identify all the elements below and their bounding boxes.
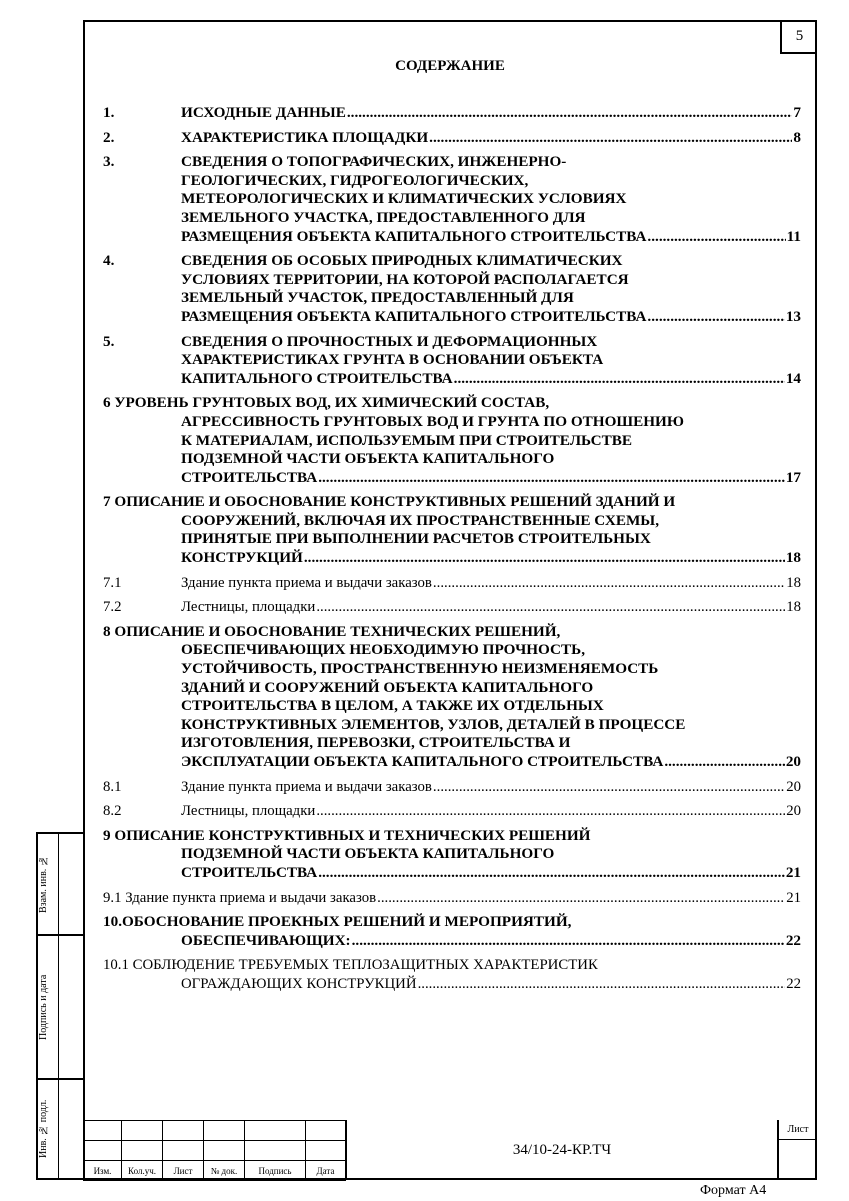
toc-entry-page: 7 <box>793 104 801 121</box>
toc-entry[interactable] <box>103 778 801 797</box>
toc-entry-line: МЕТЕОРОЛОГИЧЕСКИХ И КЛИМАТИЧЕСКИХ УСЛОВИЯХ <box>181 190 627 208</box>
toc-leader-dots <box>377 889 785 908</box>
toc-entry-line: ГЕОЛОГИЧЕСКИХ, ГИДРОГЕОЛОГИЧЕСКИХ, <box>181 171 529 189</box>
toc-entry-page: 18 <box>786 599 801 616</box>
toc-entry-number: 4. <box>103 252 115 270</box>
toc-leader-dots <box>352 932 785 951</box>
toc-entry-line: ЗДАНИЙ И СООРУЖЕНИЙ ОБЪЕКТА КАПИТАЛЬНОГО <box>181 678 594 696</box>
toc-entry[interactable] <box>103 104 801 123</box>
toc-entry-number: 2. <box>103 128 115 146</box>
toc-entry-line: КОНСТРУКЦИЙ <box>181 549 303 567</box>
toc-entry-line: СООРУЖЕНИЙ, ВКЛЮЧАЯ ИХ ПРОСТРАНСТВЕННЫЕ СХЕМЫ, <box>181 511 660 529</box>
toc-entry-line: УСЛОВИЯХ ТЕРРИТОРИИ, НА КОТОРОЙ РАСПОЛАГАЕТСЯ <box>181 270 629 288</box>
toc-entry[interactable] <box>103 493 801 567</box>
toc-entry-line: УСТОЙЧИВОСТЬ, ПРОСТРАНСТВЕННУЮ НЕИЗМЕНЯЕМОСТЬ <box>181 660 659 678</box>
toc-entry[interactable] <box>103 574 801 593</box>
toc-entry-number: 7.1 <box>103 574 122 591</box>
toc-entry-line: ПРИНЯТЫЕ ПРИ ВЫПОЛНЕНИИ РАСЧЕТОВ СТРОИТЕЛЬНЫХ <box>181 530 651 548</box>
toc-entry-line: 8 ОПИСАНИЕ И ОБОСНОВАНИЕ ТЕХНИЧЕСКИХ РЕШЕНИЙ, <box>103 622 561 640</box>
toc-entry-line: СВЕДЕНИЯ О ПРОЧНОСТНЫХ И ДЕФОРМАЦИОННЫХ <box>181 332 598 350</box>
toc-entry-page: 17 <box>785 468 801 486</box>
toc-entry-page: 22 <box>785 931 801 949</box>
toc-entry-line: Здание пункта приема и выдачи заказов <box>181 574 432 591</box>
toc-entry[interactable] <box>103 956 801 993</box>
header-list: Лист <box>163 1161 204 1181</box>
toc-leader-dots <box>454 370 785 389</box>
toc-entry[interactable] <box>103 598 801 617</box>
toc-entry[interactable] <box>103 802 801 821</box>
toc-entry-line: АГРЕССИВНОСТЬ ГРУНТОВЫХ ВОД И ГРУНТА ПО ОТНОШЕНИЮ <box>181 412 684 430</box>
toc-entry[interactable] <box>103 129 801 148</box>
format-label: Формат А4 <box>700 1183 767 1198</box>
toc-leader-dots <box>318 469 785 488</box>
header-n-dok: № док. <box>204 1161 245 1181</box>
toc-entry-page: 20 <box>786 778 801 795</box>
toc-entry[interactable] <box>103 394 801 487</box>
sidebar-label-inv: Инв. № подл. <box>38 1099 49 1159</box>
sheet-cell <box>777 1120 817 1180</box>
toc-entry-page: 8 <box>793 128 801 146</box>
toc-entry[interactable] <box>103 889 801 908</box>
toc-entry[interactable] <box>103 333 801 389</box>
toc-entry-page: 20 <box>786 803 801 820</box>
document-code: 34/10-24-КР.ТЧ <box>345 1120 777 1180</box>
approval-sidebar <box>36 832 83 1180</box>
toc-leader-dots <box>433 574 785 593</box>
toc-entry[interactable] <box>103 153 801 246</box>
header-data: Дата <box>306 1161 346 1181</box>
toc-entry-line: ЗЕМЕЛЬНОГО УЧАСТКА, ПРЕДОСТАВЛЕННОГО ДЛЯ <box>181 208 586 226</box>
toc-leader-dots <box>664 753 785 772</box>
sheet-label: Лист <box>779 1120 817 1140</box>
sidebar-label-podpis: Подпись и дата <box>38 974 49 1040</box>
page-number: 5 <box>780 20 817 54</box>
toc-entry-line: СТРОИТЕЛЬСТВА <box>181 863 318 881</box>
toc-entry-page: 18 <box>786 574 801 591</box>
toc-entry[interactable] <box>103 252 801 326</box>
toc-entry-line: 10.ОБОСНОВАНИЕ ПРОЕКНЫХ РЕШЕНИЙ И МЕРОПРИЯТИЙ, <box>103 913 572 931</box>
toc-entry-line: ОБЕСПЕЧИВАЮЩИХ: <box>181 931 351 949</box>
sidebar-label-vzam: Взам. инв. № <box>38 855 49 913</box>
toc-entry-line: 6 УРОВЕНЬ ГРУНТОВЫХ ВОД, ИХ ХИМИЧЕСКИЙ СОСТАВ, <box>103 394 550 412</box>
toc-entry-line: ОГРАЖДАЮЩИХ КОНСТРУКЦИЙ <box>181 975 417 992</box>
toc-entry-line: ПОДЗЕМНОЙ ЧАСТИ ОБЪЕКТА КАПИТАЛЬНОГО <box>181 845 555 863</box>
toc-entry-line: 9.1 Здание пункта приема и выдачи заказов <box>103 889 377 906</box>
toc-entry-line: К МАТЕРИАЛАМ, ИСПОЛЬЗУЕМЫМ ПРИ СТРОИТЕЛЬСТВЕ <box>181 431 633 449</box>
toc-leader-dots <box>316 802 785 821</box>
toc-entry-line: Здание пункта приема и выдачи заказов <box>181 778 432 795</box>
toc-entry-line: ОБЕСПЕЧИВАЮЩИХ НЕОБХОДИМУЮ ПРОЧНОСТЬ, <box>181 641 585 659</box>
table-of-contents <box>103 104 801 1000</box>
toc-entry-line: ЭКСПЛУАТАЦИИ ОБЪЕКТА КАПИТАЛЬНОГО СТРОИТЕЛЬСТВА <box>181 753 664 770</box>
toc-entry-line: 10.1 СОБЛЮДЕНИЕ ТРЕБУЕМЫХ ТЕПЛОЗАЩИТНЫХ ХАРАКТЕРИСТИК <box>103 957 598 974</box>
toc-entry-line: Лестницы, площадки <box>181 599 316 616</box>
toc-entry-number: 7.2 <box>103 599 122 616</box>
toc-entry-number: 1. <box>103 104 115 121</box>
toc-entry[interactable] <box>103 827 801 883</box>
toc-entry[interactable] <box>103 913 801 950</box>
toc-entry-line: ПОДЗЕМНОЙ ЧАСТИ ОБЪЕКТА КАПИТАЛЬНОГО <box>181 450 555 468</box>
sidebar-cell-podpis <box>36 934 83 1080</box>
toc-entry-page: 13 <box>785 307 801 325</box>
toc-entry-line: ИЗГОТОВЛЕНИЯ, ПЕРЕВОЗКИ, СТРОИТЕЛЬСТВА И <box>181 734 571 752</box>
revision-table <box>83 1120 346 1181</box>
toc-entry[interactable] <box>103 623 801 772</box>
toc-entry-page: 21 <box>785 863 801 881</box>
toc-entry-line: КАПИТАЛЬНОГО СТРОИТЕЛЬСТВА <box>181 369 453 387</box>
toc-entry-number: 8.1 <box>103 778 122 795</box>
toc-leader-dots <box>647 228 785 247</box>
toc-entry-page: 20 <box>785 753 801 770</box>
title-block <box>83 1120 817 1180</box>
toc-entry-line: РАЗМЕЩЕНИЯ ОБЪЕКТА КАПИТАЛЬНОГО СТРОИТЕЛЬСТВА <box>181 307 647 325</box>
toc-entry-line: ХАРАКТЕРИСТИКАХ ГРУНТА В ОСНОВАНИИ ОБЪЕКТА <box>181 351 604 369</box>
sidebar-cell-vzam <box>36 832 83 936</box>
toc-entry-number: 5. <box>103 332 115 350</box>
toc-entry-line: ИСХОДНЫЕ ДАННЫЕ <box>181 104 346 121</box>
toc-leader-dots <box>433 778 785 797</box>
toc-leader-dots <box>347 104 793 123</box>
toc-leader-dots <box>304 549 785 568</box>
header-kol-uch: Кол.уч. <box>122 1161 163 1181</box>
header-podpis: Подпись <box>245 1161 306 1181</box>
toc-entry-line: 7 ОПИСАНИЕ И ОБОСНОВАНИЕ КОНСТРУКТИВНЫХ РЕШЕНИЙ ЗДАНИЙ И <box>103 493 676 511</box>
toc-entry-line: СТРОИТЕЛЬСТВА В ЦЕЛОМ, А ТАКЖЕ ИХ ОТДЕЛЬНЫХ <box>181 697 604 715</box>
toc-entry-page: 18 <box>785 549 801 567</box>
toc-entry-line: 9 ОПИСАНИЕ КОНСТРУКТИВНЫХ И ТЕХНИЧЕСКИХ РЕШЕНИЙ <box>103 826 591 844</box>
toc-entry-line: СТРОИТЕЛЬСТВА <box>181 468 318 486</box>
toc-leader-dots <box>647 308 784 327</box>
toc-entry-line: СВЕДЕНИЯ О ТОПОГРАФИЧЕСКИХ, ИНЖЕНЕРНО- <box>181 153 567 171</box>
toc-leader-dots <box>318 864 785 883</box>
toc-leader-dots <box>429 129 792 148</box>
sidebar-cell-inv <box>36 1078 83 1180</box>
toc-leader-dots <box>418 975 786 994</box>
toc-leader-dots <box>316 598 785 617</box>
toc-entry-line: ХАРАКТЕРИСТИКА ПЛОЩАДКИ <box>181 128 429 146</box>
toc-entry-page: 11 <box>786 227 801 245</box>
toc-entry-page: 22 <box>786 975 801 992</box>
toc-entry-line: СВЕДЕНИЯ ОБ ОСОБЫХ ПРИРОДНЫХ КЛИМАТИЧЕСКИХ <box>181 252 623 270</box>
toc-entry-page: 21 <box>786 889 801 906</box>
toc-entry-line: КОНСТРУКТИВНЫХ ЭЛЕМЕНТОВ, УЗЛОВ, ДЕТАЛЕЙ В ПРОЦЕССЕ <box>181 715 686 733</box>
toc-entry-number: 3. <box>103 153 115 171</box>
toc-entry-line: Лестницы, площадки <box>181 803 316 820</box>
toc-entry-number: 8.2 <box>103 803 122 820</box>
page-title: СОДЕРЖАНИЕ <box>395 58 505 74</box>
toc-entry-page: 14 <box>785 369 801 387</box>
header-izm: Изм. <box>84 1161 122 1181</box>
toc-entry-line: ЗЕМЕЛЬНЫЙ УЧАСТОК, ПРЕДОСТАВЛЕННЫЙ ДЛЯ <box>181 289 574 307</box>
toc-entry-line: РАЗМЕЩЕНИЯ ОБЪЕКТА КАПИТАЛЬНОГО СТРОИТЕЛЬСТВА <box>181 227 647 245</box>
